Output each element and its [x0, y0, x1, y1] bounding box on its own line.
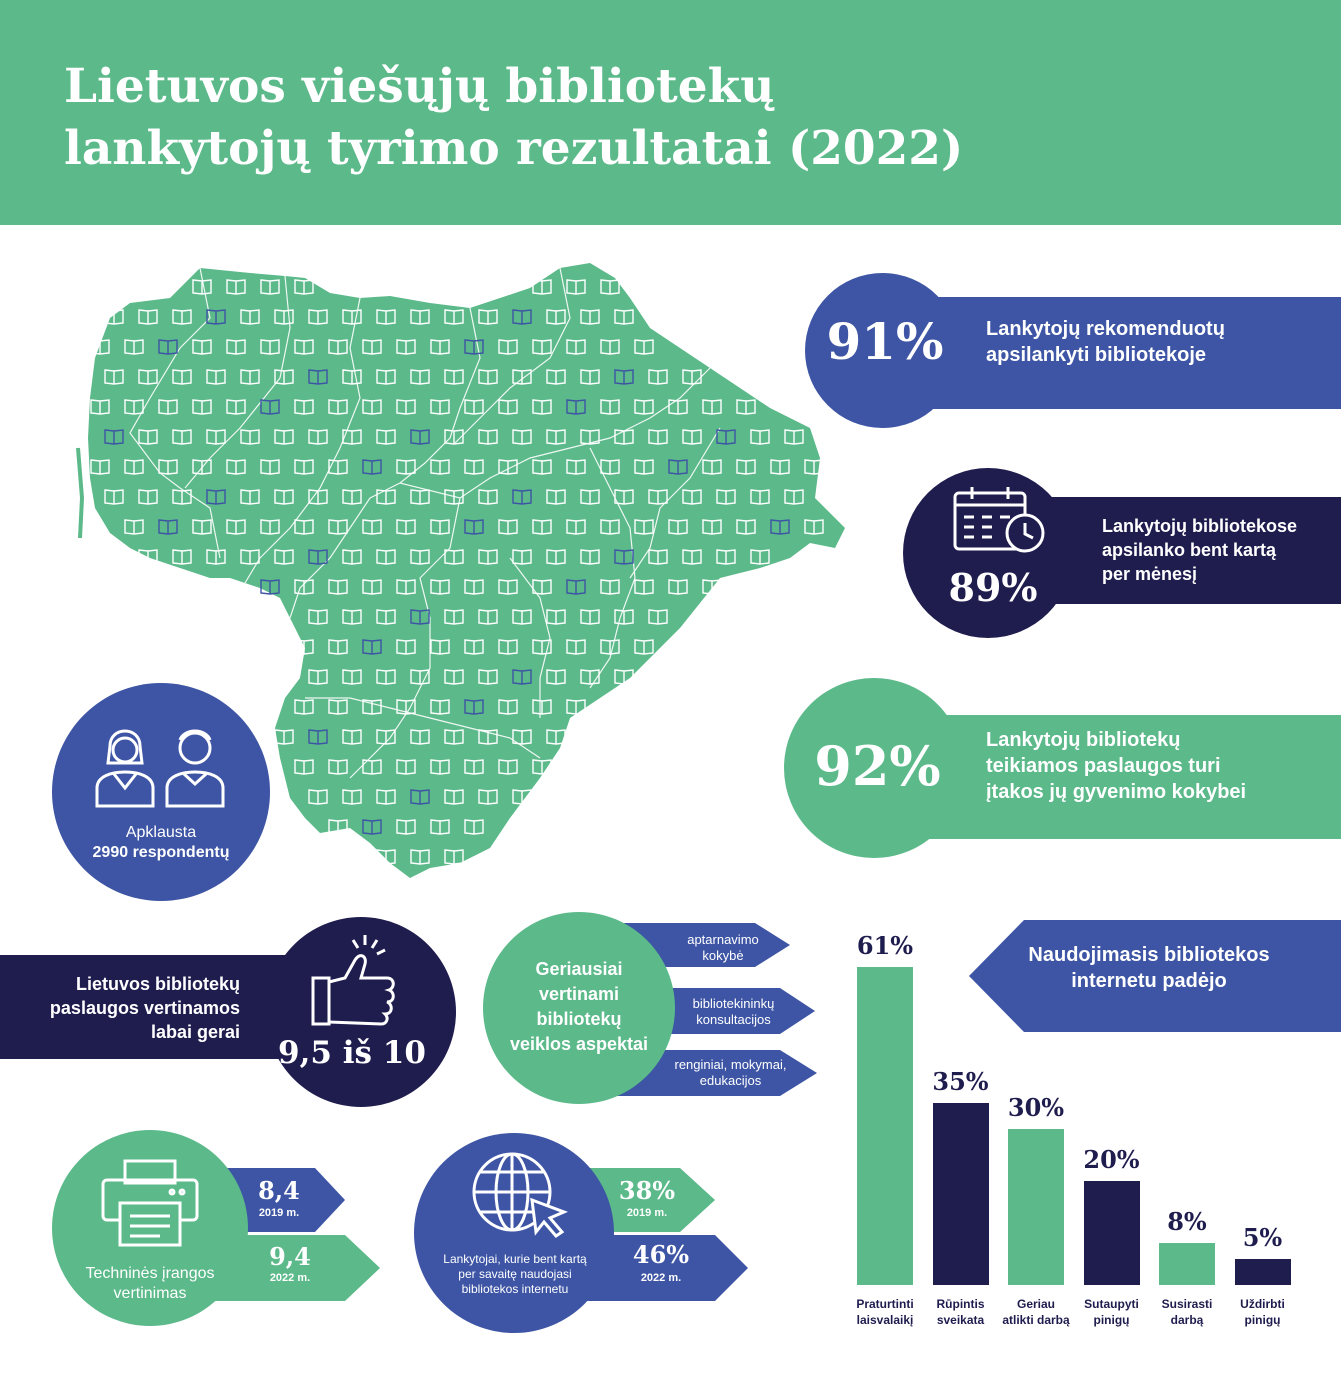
printer-icon	[100, 1158, 200, 1248]
chart-category-label: Sutaupyti pinigų	[1084, 1297, 1139, 1327]
chart-bar	[1235, 1259, 1291, 1285]
respondents-line1: Apklausta	[125, 824, 197, 841]
chart-bar	[1008, 1129, 1064, 1285]
chart-value-label: 35%	[932, 1066, 989, 1096]
rating-text: Lietuvos bibliotekų paslaugos vertinamos labai gerai	[49, 974, 240, 1042]
chart-category-label: Susirasti darbą	[1161, 1297, 1213, 1327]
respondents-line2: 2990 respondentų	[92, 844, 230, 861]
internet-label: Lankytojai, kurie bent kartą per savaitę naudojasi bibliotekos internetu	[443, 1252, 587, 1296]
chart-category-label: Rūpintis sveikata	[936, 1297, 985, 1327]
recommend-text: Lankytojų rekomenduotų apsilankyti bibliotekoje	[986, 318, 1225, 366]
aspect-item: aptarnavimo kokybė	[687, 932, 759, 963]
map-coast-spit	[78, 448, 82, 538]
internet-year-2019: 2019 m.	[626, 1207, 668, 1219]
chart-category-label: Praturtinti laisvalaikį	[856, 1297, 914, 1327]
recommend-value: 91%	[826, 312, 944, 371]
chart-bar	[1159, 1243, 1215, 1285]
chart-bar	[857, 967, 913, 1285]
page-title: Lietuvos viešųjų bibliotekų lankytojų tyrimo rezultatai (2022)	[64, 59, 964, 176]
chart-bar	[933, 1103, 989, 1285]
aspects-title: Geriausiai vertinami bibliotekų veiklos aspektai	[509, 959, 649, 1054]
aspect-item: renginiai, mokymai, edukacijos	[674, 1057, 787, 1088]
monthly-value: 89%	[948, 565, 1038, 610]
internet-value-2022: 46%	[632, 1240, 690, 1269]
chart-value-label: 30%	[1007, 1092, 1065, 1122]
chart-value-label: 20%	[1083, 1144, 1140, 1174]
chart-category-label: Geriau atlikti darbą	[1002, 1297, 1070, 1327]
thumbs-up-icon	[305, 930, 405, 1030]
monthly-text: Lankytojų bibliotekose apsilanko bent kartą per mėnesį	[1102, 516, 1298, 584]
chart-title: Naudojimasis bibliotekos internetu padėjo	[1028, 944, 1270, 992]
equipment-label: Techninės įrangos vertinimas	[85, 1265, 215, 1302]
chart-category-label: Uždirbti pinigų	[1240, 1297, 1285, 1327]
quality-text: Lankytojų bibliotekų teikiamos paslaugos turi įtakos jų gyvenimo kokybei	[986, 729, 1247, 803]
chart-value-label: 61%	[856, 931, 914, 960]
internet-year-2022: 2022 m.	[640, 1272, 682, 1284]
internet-value-2019: 38%	[618, 1176, 676, 1205]
equipment-value-2019: 8,4	[258, 1176, 300, 1205]
equipment-year-2022: 2022 m.	[269, 1272, 311, 1284]
aspect-item: bibliotekininkų konsultacijos	[692, 996, 775, 1027]
quality-value: 92%	[814, 734, 941, 798]
equipment-year-2019: 2019 m.	[258, 1207, 300, 1219]
people-icon	[92, 718, 232, 808]
calendar-clock-icon	[950, 485, 1050, 555]
chart-value-label: 8%	[1167, 1207, 1207, 1237]
usage-bar-chart	[845, 920, 1305, 1340]
rating-value: 9,5 iš 10	[278, 1035, 426, 1071]
equipment-value-2022: 9,4	[269, 1242, 311, 1271]
chart-bar	[1084, 1181, 1140, 1285]
chart-value-label: 5%	[1242, 1222, 1283, 1252]
globe-cursor-icon	[470, 1150, 570, 1240]
